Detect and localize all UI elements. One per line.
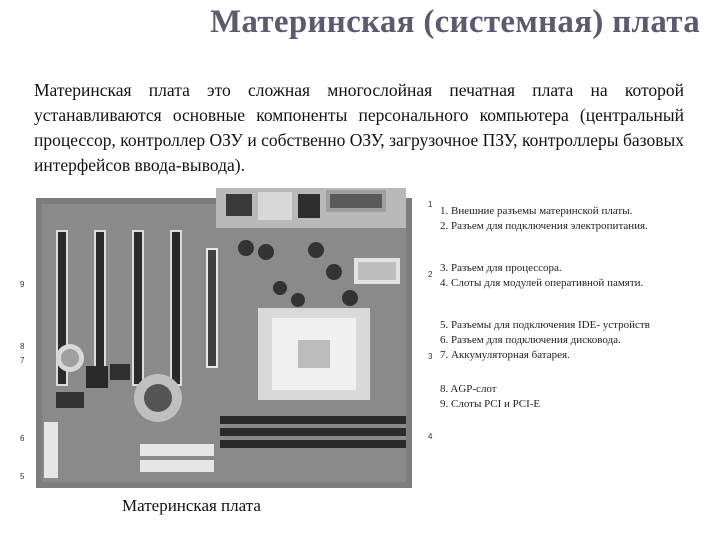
legend-item-1: 1. Внешние разъемы материнской платы.: [440, 205, 633, 217]
legend-item-4: 4. Слоты для модулей оперативной памяти.: [440, 277, 644, 290]
callout-9: 9: [20, 280, 25, 289]
legend-item-5: 5. Разъемы для подключения IDE- устройств: [440, 318, 650, 331]
callout-2: 2: [428, 270, 433, 279]
slide-title: Материнская (системная) плата: [209, 4, 700, 40]
motherboard-image: [36, 188, 412, 488]
legend-item-3: 3. Разъем для процессора.: [440, 261, 562, 274]
callout-7: 7: [20, 356, 25, 365]
image-caption: Материнская плата: [122, 496, 261, 515]
slide-paragraph: Материнская плата это сложная многослойная печатная плата на которой устанавливаются основные компоненты персонального компьютера (центральный процессор, контроллер ОЗУ и собственно ОЗУ, загрузочное ПЗУ, контроллеры базовых интерфейсов ввода-вывода).: [34, 80, 684, 175]
callout-5: 5: [20, 472, 25, 481]
legend-item-7: 7. Аккумуляторная батарея.: [440, 349, 570, 362]
callout-6: 6: [20, 434, 25, 443]
callout-4: 4: [428, 432, 433, 441]
legend-item-9: 9. Слоты PCI и PCI-E: [440, 398, 541, 411]
legend-item-6: 6. Разъем для подключения дисковода.: [440, 334, 621, 347]
legend-item-2: 2. Разъем для подключения электропитания.: [440, 220, 648, 233]
legend-item-8: 8. AGP-слот: [440, 382, 497, 395]
component-legend: [440, 204, 710, 413]
callout-8: 8: [20, 342, 25, 351]
callout-3: 3: [428, 352, 433, 361]
callout-1: 1: [428, 200, 433, 209]
